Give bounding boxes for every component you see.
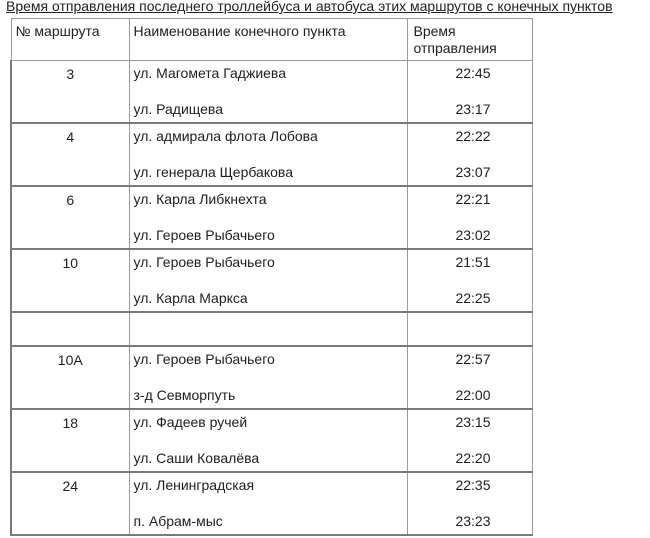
stop-names (129, 346, 407, 409)
stop-names (129, 409, 407, 472)
route-number: 6 (11, 186, 129, 249)
departure-time: 22:22 (455, 128, 491, 144)
route-number: 4 (11, 123, 129, 186)
table-row (11, 61, 532, 124)
table-row (11, 186, 532, 249)
departure-time: 23:23 (455, 513, 491, 529)
table-row (11, 409, 532, 472)
departure-time: 22:57 (455, 351, 491, 367)
table-row (11, 123, 532, 186)
stop-name: ул. Карла Маркса (133, 290, 248, 306)
empty-cell (407, 312, 532, 346)
departure-time: 23:15 (455, 414, 491, 430)
route-number: 10А (11, 346, 129, 409)
table-row (11, 249, 532, 312)
departure-times (407, 409, 532, 472)
empty-cell (11, 312, 129, 346)
stop-name: ул. Радищева (133, 101, 224, 117)
stop-name: ул. Героев Рыбачьего (133, 254, 275, 270)
stop-name: ул. Героев Рыбачьего (133, 227, 275, 243)
departure-times (407, 472, 532, 535)
stop-name: ул. Ленинградская (133, 477, 255, 493)
route-number: 18 (11, 409, 129, 472)
stop-name: ул. Фадеев ручей (133, 414, 248, 430)
stop-name: ул. Героев Рыбачьего (133, 351, 275, 367)
stop-names (129, 123, 407, 186)
stop-name: ул. Магомета Гаджиева (133, 65, 286, 81)
stop-name: ул. Карла Либкнехта (133, 191, 267, 207)
departure-times (407, 346, 532, 409)
stop-name: з-д Севморпуть (133, 387, 236, 403)
departure-time: 22:21 (455, 191, 491, 207)
header-departure-time (407, 19, 532, 61)
table-row (11, 472, 532, 535)
route-number: 24 (11, 472, 129, 535)
page-title: Время отправления последнего троллейбуса и автобуса этих маршрутов с конечных пунктов (6, 0, 613, 14)
table-row (11, 346, 532, 409)
table-header-row (11, 19, 532, 61)
departure-time: 22:00 (455, 387, 491, 403)
departure-time: 23:02 (455, 227, 491, 243)
stop-name: ул. адмирала флота Лобова (133, 128, 318, 144)
departure-time: 22:25 (455, 290, 491, 306)
stop-names (129, 472, 407, 535)
route-number: 10 (11, 249, 129, 312)
header-time-line1: Время (413, 23, 456, 39)
departure-time: 23:17 (455, 101, 491, 117)
stop-names (129, 61, 407, 124)
stop-name: ул. генерала Щербакова (133, 164, 293, 180)
header-route-number: № маршрута (11, 19, 129, 61)
route-number: 3 (11, 61, 129, 124)
empty-table-row (11, 312, 532, 346)
departure-time: 22:45 (455, 65, 491, 81)
departure-time: 22:20 (455, 450, 491, 466)
schedule-table (10, 18, 533, 536)
departure-times (407, 249, 532, 312)
stop-name: ул. Саши Ковалёва (133, 450, 260, 466)
header-stop-name: Наименование конечного пункта (129, 19, 407, 61)
stop-names (129, 186, 407, 249)
departure-times (407, 61, 532, 124)
departure-time: 22:35 (455, 477, 491, 493)
departure-time: 21:51 (455, 254, 491, 270)
empty-cell (129, 312, 407, 346)
departure-time: 23:07 (455, 164, 491, 180)
stop-name: п. Абрам-мыс (133, 513, 223, 529)
departure-times (407, 186, 532, 249)
stop-names (129, 249, 407, 312)
departure-times (407, 123, 532, 186)
header-time-line2: отправления (413, 40, 497, 56)
